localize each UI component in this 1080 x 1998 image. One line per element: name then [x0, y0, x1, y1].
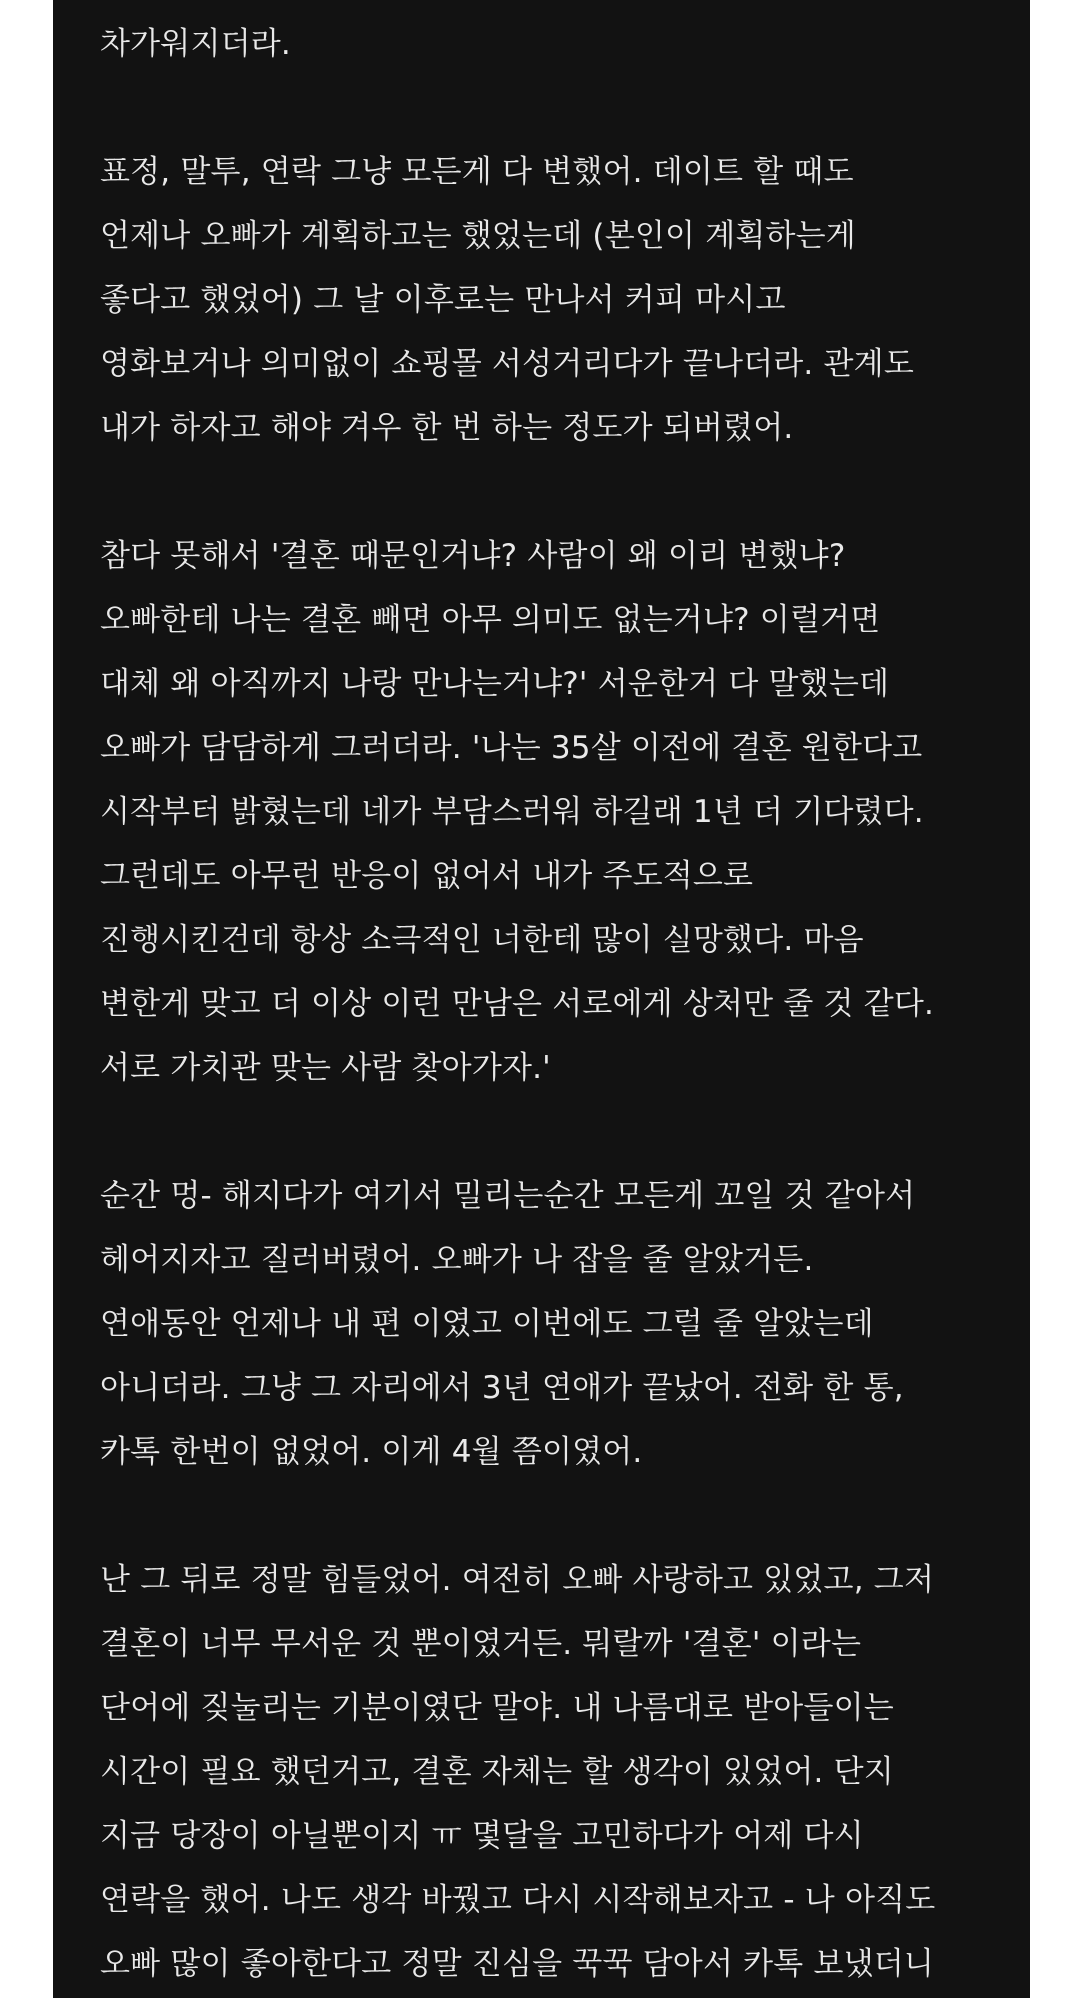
text-line: 지금 당장이 아닐뿐이지 ㅠ 몇달을 고민하다가 어제 다시: [100, 1818, 864, 1854]
text-line: 결혼이 너무 무서운 것 뿐이였거든. 뭐랄까 '결혼' 이라는: [100, 1626, 862, 1662]
paragraph-4: [100, 1164, 1000, 1484]
text-line: 시간이 필요 했던거고, 결혼 자체는 할 생각이 있었어. 단지: [100, 1754, 894, 1790]
post-body-text: [100, 12, 1000, 1996]
paragraph-gap: [100, 460, 1000, 524]
text-line: 참다 못해서 '결혼 때문인거냐? 사람이 왜 이리 변했냐?: [100, 538, 846, 574]
text-line: 그런데도 아무런 반응이 없어서 내가 주도적으로: [100, 858, 754, 894]
text-line: 언제나 오빠가 계획하고는 했었는데 (본인이 계획하는게: [100, 218, 856, 254]
text-line: 단어에 짖눌리는 기분이였단 말야. 내 나름대로 받아들이는: [100, 1690, 894, 1726]
paragraph-1: [100, 12, 1000, 76]
text-line: 변한게 맞고 더 이상 이런 만남은 서로에게 상처만 줄 것 같다.: [100, 986, 935, 1022]
text-line: 오빠가 담담하게 그러더라. '나는 35살 이전에 결혼 원한다고: [100, 730, 923, 766]
text-line: 카톡 한번이 없었어. 이게 4월 쯤이였어.: [100, 1434, 643, 1470]
text-line: 진행시킨건데 항상 소극적인 너한테 많이 실망했다. 마음: [100, 922, 864, 958]
text-line: 시작부터 밝혔는데 네가 부담스러워 하길래 1년 더 기다렸다.: [100, 794, 924, 830]
text-line: 아니더라. 그냥 그 자리에서 3년 연애가 끝났어. 전화 한 통,: [100, 1370, 904, 1406]
text-line: 표정, 말투, 연락 그냥 모든게 다 변했어. 데이트 할 때도: [100, 154, 854, 190]
text-line: 오빠 많이 좋아한다고 정말 진심을 꾹꾹 담아서 카톡 보냈더니: [100, 1946, 935, 1982]
text-line: 내가 하자고 해야 겨우 한 번 하는 정도가 되버렸어.: [100, 410, 794, 446]
paragraph-2: [100, 140, 1000, 460]
paragraph-3: [100, 524, 1000, 1100]
paragraph-gap: [100, 1484, 1000, 1548]
text-line: 연애동안 언제나 내 편 이였고 이번에도 그럴 줄 알았는데: [100, 1306, 874, 1342]
paragraph-gap: [100, 76, 1000, 140]
text-line: 연락을 했어. 나도 생각 바꿨고 다시 시작해보자고 - 나 아직도: [100, 1882, 936, 1918]
paragraph-5: [100, 1548, 1000, 1996]
text-line: 차가워지더라.: [100, 26, 291, 62]
text-line: 좋다고 했었어) 그 날 이후로는 만나서 커피 마시고: [100, 282, 786, 318]
text-line: 헤어지자고 질러버렸어. 오빠가 나 잡을 줄 알았거든.: [100, 1242, 814, 1278]
text-line: 난 그 뒤로 정말 힘들었어. 여전히 오빠 사랑하고 있었고, 그저: [100, 1562, 935, 1598]
text-line: 영화보거나 의미없이 쇼핑몰 서성거리다가 끝나더라. 관계도: [100, 346, 914, 382]
text-line: 오빠한테 나는 결혼 빼면 아무 의미도 없는거냐? 이럴거면: [100, 602, 881, 638]
paragraph-gap: [100, 1100, 1000, 1164]
text-line: 대체 왜 아직까지 나랑 만나는거냐?' 서운한거 다 말했는데: [100, 666, 890, 702]
text-line: 서로 가치관 맞는 사람 찾아가자.': [100, 1050, 551, 1086]
text-line: 순간 멍- 해지다가 여기서 밀리는순간 모든게 꼬일 것 같아서: [100, 1178, 916, 1214]
